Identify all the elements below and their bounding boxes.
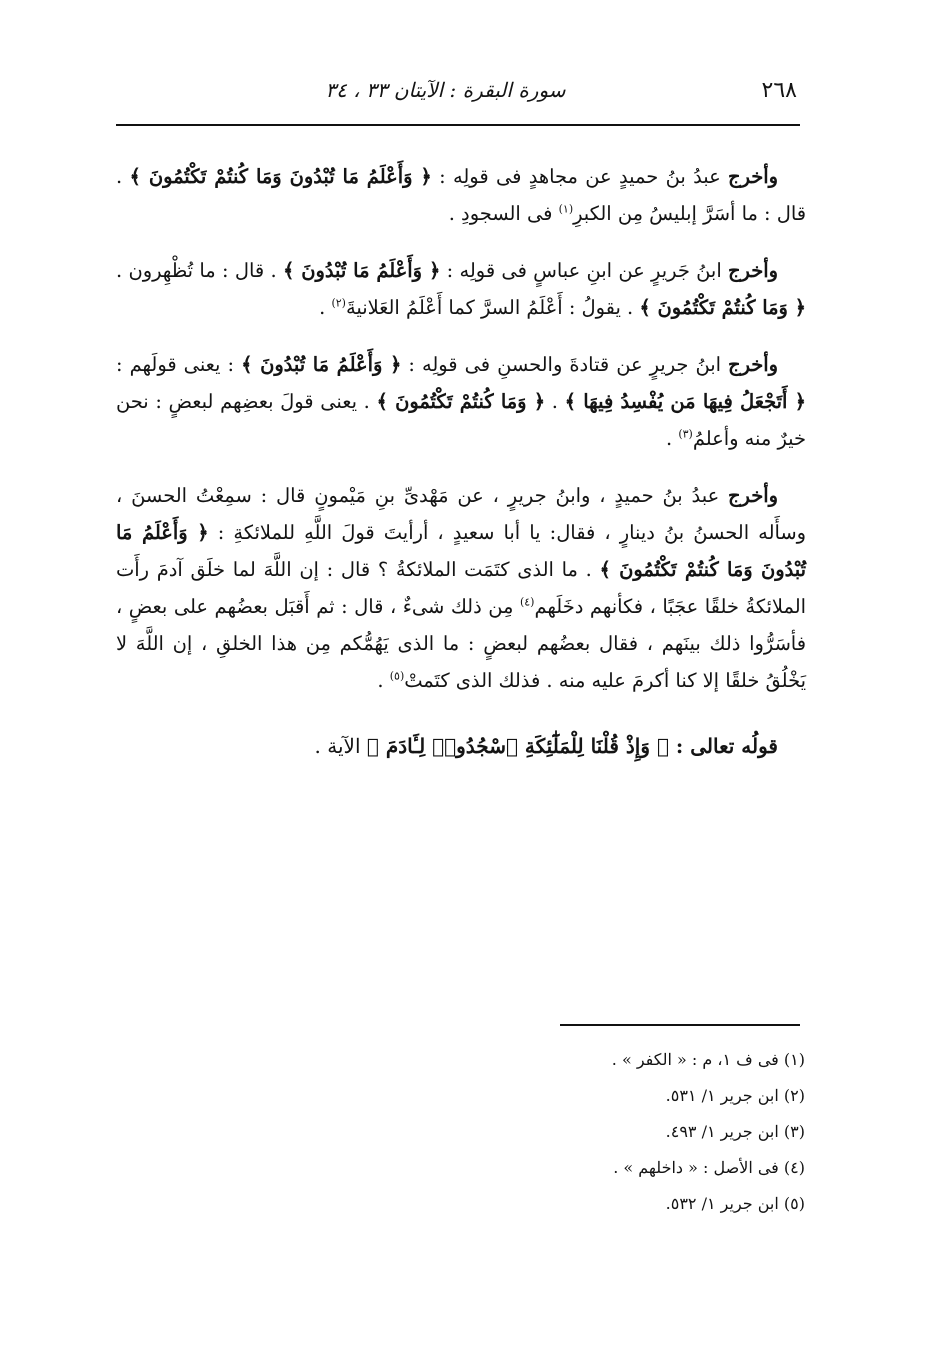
footnote-2: (٢) ابن جرير ١/ ٥٣١. <box>665 1086 805 1105</box>
page-number: ٢٦٨ <box>761 78 797 103</box>
quran-quote: ﴿ وَأَعْلَمُ مَا تُبْدُونَ ﴾ <box>241 353 402 376</box>
quran-quote: ﴿ وَأَعْلَمُ مَا تُبْدُونَ وَمَا كُنتُمْ تَكْتُمُونَ ﴾ <box>116 521 806 581</box>
paragraph-3: وأخرج ابنُ جريرٍ عن قتادةَ والحسنِ فى قولِه : ﴿ وَأَعْلَمُ مَا تُبْدُونَ ﴾ : يعنى قولَهم : ﴿ أَتَجْعَلُ فِيهَا مَن يُفْسِدُ فِيهَا ﴾ . ﴿ وَمَا كُنتُمْ تَكْتُمُونَ ﴾ . يعنى قولَ بعضِهم لبعضٍ : نحن خيرٌ منه وأعلمُ$^{(٣)}$ . <box>116 353 806 450</box>
quran-quote: ﴿ وَمَا كُنتُمْ تَكْتُمُونَ ﴾ <box>376 390 546 413</box>
footnote-5: (٥) ابن جرير ١/ ٥٣٢. <box>665 1194 805 1213</box>
quran-quote: ﴿ وَأَعْلَمُ مَا تُبْدُونَ ﴾ <box>282 259 441 282</box>
footnote-marker: (٣) <box>678 427 693 441</box>
verse-heading: قولُه تعالى : ﴿ وَإِذْ قُلْنَا لِلْمَلَٰٓئِكَةِ ٱسْجُدُوا۟ لِـَٔادَمَ ﴾ الآية . <box>314 734 778 758</box>
paragraph-4: وأخرج عبدُ بنُ حميدٍ ، وابنُ جريرٍ ، عن مَهْدىِّ بنِ مَيْمونٍ قال : سمِعْتُ الحسنَ ، وسأَله الحسنُ بنُ دينارٍ ، فقال: يا أبا سعيدٍ ، أرأيتَ قولَ اللَّهِ للملائكةِ : ﴿ وَأَعْلَمُ مَا تُبْدُونَ وَمَا كُنتُمْ تَكْتُمُونَ ﴾ . ما الذى كتَمَت الملائكةُ ؟ قال : إن اللَّهَ لما خلَق آدمَ رأَت الملائكةُ خلقًا عجَبًا ، فكأنهم دخَلَهم$^{(٤)}$ مِن ذلك شىءٌ ، قال : ثم أَقبَل بعضُهم على بعضٍ ، فأسَرُّوا ذلك بينَهم ، فقال بعضُهم لبعضٍ : ما الذى يَهُمُّكم مِن هذا الخلقِ ، إن اللَّهَ لا يَخْلُقُ خلقًا إلا كنا أكرمَ عليه منه . فذلك الذى كتَمتْ$^{(٥)}$ . <box>116 484 807 692</box>
quran-quote: ﴿ وَأَعْلَمُ مَا تُبْدُونَ وَمَا كُنتُمْ تَكْتُمُونَ ﴾ <box>129 165 432 188</box>
footnote-4: (٤) فى الأصل : « داخلهم » . <box>613 1158 805 1177</box>
running-title: سورة البقرة : الآيتان ٣٣ ، ٣٤ <box>325 78 566 102</box>
main-text <box>116 158 806 785</box>
footnote-marker: (٢) <box>331 296 346 310</box>
quran-quote: ﴿ أَتَجْعَلُ فِيهَا مَن يُفْسِدُ فِيهَا ﴾ <box>564 390 806 413</box>
footnote-3: (٣) ابن جرير ١/ ٤٩٣. <box>665 1122 805 1141</box>
footnote-rule <box>560 1024 800 1026</box>
footnote-marker: (٥) <box>389 669 405 683</box>
quran-quote: ﴿ وَمَا كُنتُمْ تَكْتُمُونَ ﴾ <box>639 296 806 319</box>
running-header <box>118 78 797 112</box>
footnotes <box>300 1042 805 1222</box>
paragraph-1: وأخرج عبدُ بنُ حميدٍ عن مجاهدٍ فى قولِه : ﴿ وَأَعْلَمُ مَا تُبْدُونَ وَمَا كُنتُمْ تَكْتُمُونَ ﴾ . قال : ما أسَرَّ إبليسُ مِن الكبرِ$^{(١)}$ فى السجودِ . <box>116 165 806 225</box>
header-rule <box>116 124 800 126</box>
footnote-marker: (٤) <box>519 595 535 609</box>
quran-quote: ﴿ وَإِذْ قُلْنَا لِلْمَلَٰٓئِكَةِ ٱسْجُدُوا۟ لِـَٔادَمَ ﴾ <box>366 734 676 758</box>
paragraph-2: وأخرج ابنُ جَريرٍ عن ابنِ عباسٍ فى قولِه : ﴿ وَأَعْلَمُ مَا تُبْدُونَ ﴾ . قال : ما تُظْهِرون . ﴿ وَمَا كُنتُمْ تَكْتُمُونَ ﴾ . يقولُ : أَعْلَمُ السرَّ كما أَعْلَمُ العَلانيةَ$^{(٢)}$ . <box>116 259 806 319</box>
footnote-marker: (١) <box>558 202 574 216</box>
footnote-1: (١) فى ف ١، م : « الكفر » . <box>611 1050 805 1069</box>
